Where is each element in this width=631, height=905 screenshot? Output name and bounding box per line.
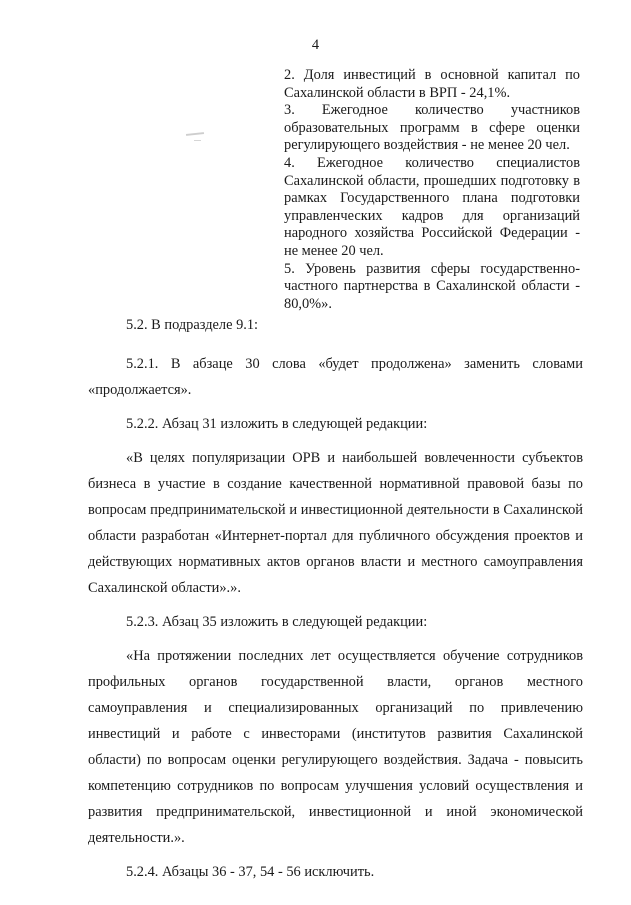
paragraph-5-2: 5.2. В подразделе 9.1: — [126, 317, 259, 333]
list-item: 2. Доля инвестиций в основной капитал по Сахалинской области в ВРП - 24,1%. — [284, 67, 580, 101]
quote-paragraph-31: «В целях популяризации ОРВ и наибольшей вовлеченности субъектов бизнеса в участие в создание качественной нормативной правовой базы по вопросам предпринимательской и инвестиционной деятельности в Сахалинской области разработан «Интернет-портал для публичного обсуждения проектов и действующих нормативных актов органов власти и местного самоуправления Сахалинской области».». — [88, 450, 583, 596]
scan-artifact — [194, 140, 201, 141]
scan-artifact — [186, 132, 204, 136]
list-item: 3. Ежегодное количество участников образовательных программ в сфере оценки регулирующего воздействия - не менее 20 чел. — [284, 102, 580, 154]
paragraph-5-2-4: 5.2.4. Абзацы 36 - 37, 54 - 56 исключить. — [126, 864, 375, 880]
targets-list — [284, 67, 580, 313]
page-number: 4 — [311, 37, 320, 53]
paragraph-5-2-2: 5.2.2. Абзац 31 изложить в следующей редакции: — [126, 416, 428, 432]
quote-paragraph-35: «На протяжении последних лет осуществляется обучение сотрудников профильных органов государственной власти, органов местного самоуправления и специализированных организаций по привлечению инвестиций и работе с инвесторами (институтов развития Сахалинской области) по вопросам оценки регулирующего воздействия. Задача - повысить компетенцию сотрудников по вопросам улучшения условий осуществления и развития предпринимательской, инвестиционной и иной экономической деятельности.». — [88, 648, 583, 846]
paragraph-5-2-3: 5.2.3. Абзац 35 изложить в следующей редакции: — [126, 614, 428, 630]
document-body — [88, 312, 583, 885]
paragraph-5-2-1: 5.2.1. В абзаце 30 слова «будет продолжена» заменить словами «продолжается». — [88, 356, 583, 398]
list-item: 5. Уровень развития сферы государственно-частного партнерства в Сахалинской области - 80,0%». — [284, 260, 580, 312]
list-item: 4. Ежегодное количество специалистов Сахалинской области, прошедших подготовку в рамках Государственного плана подготовки управленческих кадров для организаций народного хозяйства Российской Федерации - не менее 20 чел. — [284, 154, 580, 259]
